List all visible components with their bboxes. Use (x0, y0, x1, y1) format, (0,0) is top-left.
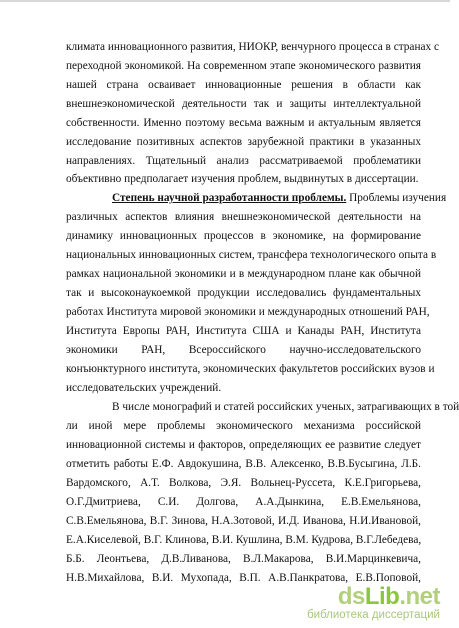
top-divider (0, 0, 450, 2)
text-line: рамках национальной экономики и в международном плане как обычной (66, 268, 421, 280)
text-line: Вардомского, А.Т. Волкова, Э.Я. Вольнец-Руссета, К.Е.Григорьева, (66, 477, 421, 489)
text-line: конъюнктурного института, экономических факультетов российских вузов и (66, 363, 435, 375)
text-line: нашей страна осваивает инновационные решения в области как (66, 79, 421, 91)
text-line: собственности. Именно поэтому весьма важным и актуальным является (66, 117, 421, 129)
section-heading: Степень научной разработанности проблемы. (112, 192, 347, 204)
paragraph-heading-line (112, 191, 447, 205)
text-line: объективно предполагает изучения проблем, выдвинутых в диссертации. (66, 173, 419, 185)
text-line: исследование позитивных аспектов зарубежной практики в указанных (66, 136, 421, 148)
dslib-logo: dsLib.net (337, 583, 440, 610)
text-line: С.В.Емельянова, В.Г. Зинова, Н.А.Зотовой, И.Д. Иванова, Н.И.Ивановой, (66, 515, 421, 527)
text-line: переходной экономикой. На современном этапе экономического развития (66, 60, 421, 72)
text-line: динамику инновационных процессов в экономике, на формирование (66, 230, 421, 242)
text-line: Н.В.Михайлова, В.И. Мухопада, В.П. А.В.Панкратова, Е.В.Поповой, (66, 572, 421, 584)
text-line: О.Г.Дмитриева, С.И. Долгова, А.А.Дынкина, Е.В.Емельянова, (66, 496, 421, 508)
text-line: исследовательских учреждений. (66, 382, 222, 394)
text-line: внешнеэкономической деятельности так и защиты интеллектуальной (66, 98, 421, 110)
text-line: направлениях. Тщательный анализ рассматриваемой проблематики (66, 155, 421, 167)
text-line: национальных инновационных систем, трансфера технологического опыта в (66, 249, 437, 261)
text-line: инновационной системы и факторов, определяющих ее развитие следует (66, 439, 421, 451)
dslib-watermark (290, 583, 440, 623)
text-line: различных аспектов влияния внешнеэкономической деятельности на (66, 211, 421, 223)
text-line: работах Института мировой экономики и международных отношений РАН, (66, 306, 430, 318)
text-line: Б.Б. Леонтьева, Д.В.Ливанова, В.Л.Макарова, В.И.Марцинкевича, (66, 553, 421, 565)
text-line: экономики РАН, Всероссийского научно-исследовательского (66, 344, 421, 356)
text-line: В числе монографий и статей российских ученых, затрагивающих в той (112, 401, 459, 413)
watermark-subtitle: библиотека диссертаций (307, 609, 440, 621)
text-line: отметить работы Е.Ф. Авдокушина, В.В. Алексенко, В.В.Бусыгина, Л.Б. (66, 458, 421, 470)
text-line: так и высоконаукоемкой продукции исследовались фундаментальных (66, 287, 421, 299)
text-line: Института Европы РАН, Института США и Канады РАН, Института (66, 325, 421, 337)
text-line: климата инновационного развития, НИОКР, венчурного процесса в странах с (66, 41, 439, 53)
text-fragment: Проблемы изучения (349, 192, 447, 204)
text-line: ли иной мере проблемы экономического механизма российской (66, 420, 421, 432)
text-line: Е.А.Киселевой, В.Г. Клинова, В.И. Кушлина, В.М. Кудрова, В.Г.Лебедева, (66, 534, 422, 546)
